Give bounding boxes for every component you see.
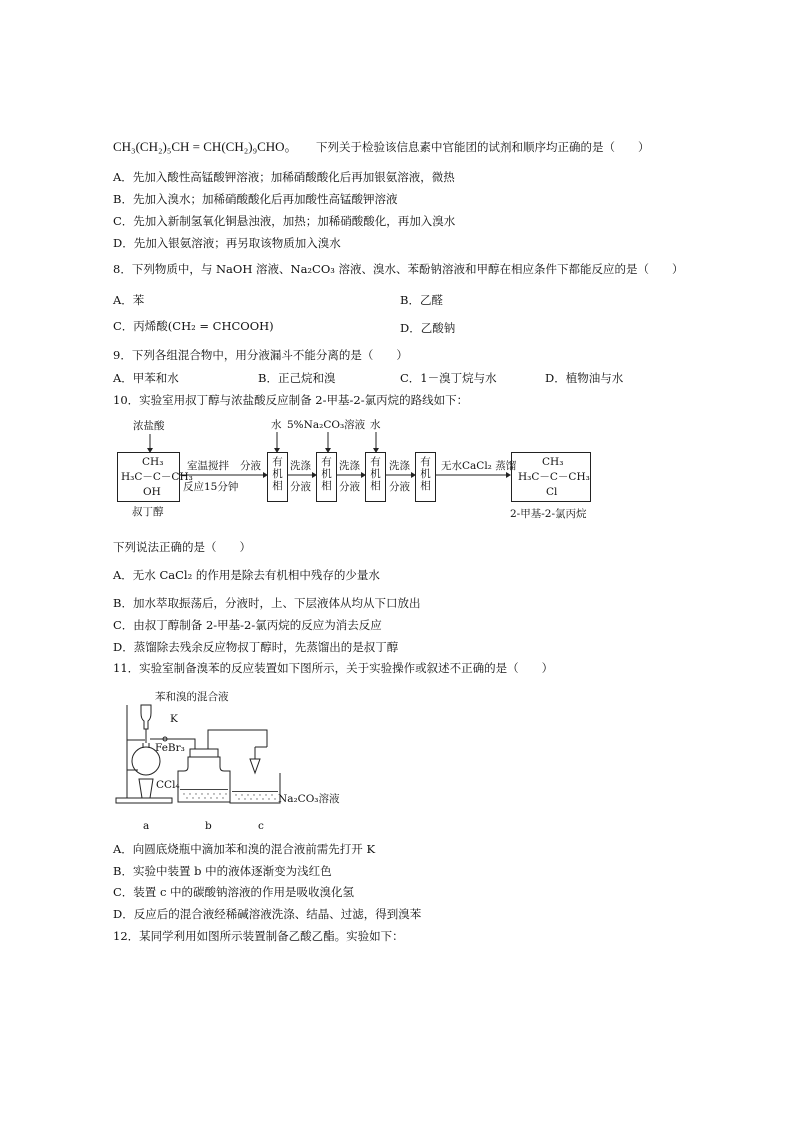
q7-option-c: C．先加入新制氢氧化铜悬浊液，加热；加稀硝酸酸化，再加入溴水 <box>113 214 456 228</box>
end-structure-bottom: Cl <box>546 486 558 498</box>
q10-option-c: C．由叔丁醇制备 2-甲基-2-氯丙烷的反应为消去反应 <box>113 618 382 632</box>
q12-stem: 12．某同学利用如图所示装置制备乙酸乙酯。实验如下： <box>113 929 404 943</box>
end-name: 2-甲基-2-氯丙烷 <box>510 508 587 520</box>
q9-option-c: C．1－溴丁烷与水 <box>400 371 497 385</box>
flow-end-box <box>511 452 591 502</box>
organic-phase-box-1: 有机相 <box>267 452 288 502</box>
reagent-water-1: 水 <box>271 419 282 431</box>
q11-option-a: A．向圆底烧瓶中滴加苯和溴的混合液前需先打开 K <box>113 842 376 856</box>
label-b: b <box>205 820 212 832</box>
q7-option-a: A．先加入酸性高锰酸钾溶液；加稀硝酸酸化后再加银氨溶液，微热 <box>113 170 455 184</box>
end-structure-mid: H₃C－C－CH₃ <box>518 471 590 483</box>
q8-option-d: D．乙酸钠 <box>400 321 456 335</box>
wash-label-1: 洗涤 <box>290 460 311 472</box>
q10-option-a: A．无水 CaCl₂ 的作用是除去有机相中残存的少量水 <box>113 568 380 582</box>
reagent-water-2: 水 <box>370 419 381 431</box>
q8-stem: 8．下列物质中，与 NaOH 溶液、Na₂CO₃ 溶液、溴水、苯酚钠溶液和甲醇在相应条件下都能反应的是（ ） <box>113 262 684 276</box>
label-benzene-bromine-mix: 苯和溴的混合液 <box>155 691 229 703</box>
q11-option-d: D．反应后的混合液经稀碱溶液洗涤、结晶、过滤，得到溴苯 <box>113 907 422 921</box>
organic-phase-box-2: 有机相 <box>316 452 337 502</box>
end-structure-top: CH₃ <box>542 456 564 468</box>
sep-label-2: 分液 <box>339 481 360 493</box>
final-step-label: 无水CaCl₂ 蒸馏 <box>441 460 517 472</box>
wash-label-3: 洗涤 <box>389 460 410 472</box>
flow-reagent-hcl: 浓盐酸 <box>133 420 165 432</box>
sep-label-3: 分液 <box>389 481 410 493</box>
step1-bottom: 反应15分钟 <box>183 481 239 493</box>
wash-label-2: 洗涤 <box>339 460 360 472</box>
q7-stem-formula: CH₃(CH₂)₅CH = CH(CH₂)₉CHO。 <box>113 139 298 154</box>
q11-option-c: C．装置 c 中的碳酸钠溶液的作用是吸收溴化氢 <box>113 885 355 899</box>
q10-stem: 10．实验室用叔丁醇与浓盐酸反应制备 2-甲基-2-氯丙烷的路线如下： <box>113 393 469 407</box>
q10-option-d: D．蒸馏除去残余反应物叔丁醇时，先蒸馏出的是叔丁醇 <box>113 640 399 654</box>
q11-option-b: B．实验中装置 b 中的液体逐渐变为浅红色 <box>113 864 332 878</box>
sep-label-1: 分液 <box>290 481 311 493</box>
q7-option-d: D．先加入银氨溶液；再另取该物质加入溴水 <box>113 236 341 250</box>
step1-top: 室温搅拌 <box>187 460 229 472</box>
q7-stem-text: 下列关于检验该信息素中官能团的试剂和顺序均正确的是（ ） <box>316 140 650 154</box>
q9-option-d: D．植物油与水 <box>545 371 624 385</box>
label-a: a <box>143 820 150 832</box>
q8-option-b: B．乙醛 <box>400 293 443 307</box>
start-structure-mid: H₃C－C－CH₃ <box>121 471 193 483</box>
flow-start-box <box>117 452 193 502</box>
start-structure-top: CH₃ <box>142 456 164 468</box>
sep1-label: 分液 <box>240 460 261 472</box>
label-febr3: FeBr₃ <box>155 742 185 754</box>
q7-option-b: B．先加入溴水；加稀硝酸酸化后再加酸性高锰酸钾溶液 <box>113 192 398 206</box>
start-structure-bottom: OH <box>143 486 161 498</box>
start-name: 叔丁醇 <box>132 506 164 518</box>
q9-stem: 9．下列各组混合物中，用分液漏斗不能分离的是（ ） <box>113 348 408 362</box>
q9-option-b: B．正己烷和溴 <box>258 371 336 385</box>
reagent-na2co3: 5%Na₂CO₃溶液 <box>287 419 366 431</box>
label-na2co3: Na₂CO₃溶液 <box>278 793 340 805</box>
q9-option-a: A．甲苯和水 <box>113 371 179 385</box>
bromobenzene-apparatus <box>110 685 310 830</box>
q10-question: 下列说法正确的是（ ） <box>113 540 251 554</box>
q8-option-a: A．苯 <box>113 293 145 307</box>
label-ccl4: CCl₄ <box>156 779 180 791</box>
q10-option-b: B．加水萃取振荡后，分液时，上、下层液体从均从下口放出 <box>113 596 421 610</box>
label-k: K <box>170 713 178 725</box>
q8-option-c: C．丙烯酸(CH₂ = CHCOOH) <box>113 319 274 333</box>
q11-stem: 11．实验室制备溴苯的反应装置如下图所示，关于实验操作或叙述不正确的是（ ） <box>113 661 554 675</box>
label-c: c <box>258 820 264 832</box>
organic-phase-box-4: 有机相 <box>415 452 436 502</box>
organic-phase-box-3: 有机相 <box>365 452 386 502</box>
